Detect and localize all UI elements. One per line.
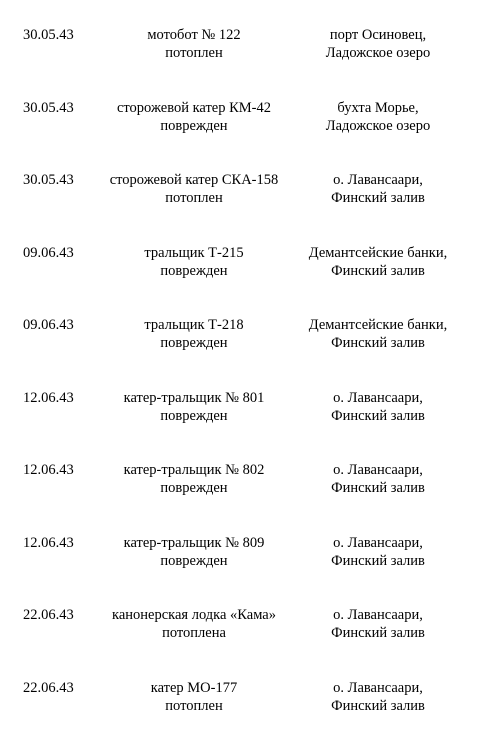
row-place-cell	[290, 534, 466, 570]
row-place-cell	[290, 316, 466, 352]
row-date: 30.05.43	[23, 99, 83, 117]
row-vessel-cell	[84, 26, 304, 62]
row-date: 30.05.43	[23, 171, 83, 189]
vessel-name: сторожевой катер КМ-42	[84, 99, 304, 117]
row-vessel-cell	[84, 244, 304, 280]
vessel-status: потоплен	[84, 697, 304, 715]
row-place-cell	[290, 606, 466, 642]
vessel-status: потоплен	[84, 44, 304, 62]
row-vessel-cell	[84, 461, 304, 497]
vessel-status: поврежден	[84, 552, 304, 570]
row-place-cell	[290, 26, 466, 62]
row-vessel-cell	[84, 316, 304, 352]
row-vessel-cell	[84, 171, 304, 207]
vessel-name: тральщик Т-215	[84, 244, 304, 262]
row-date: 30.05.43	[23, 26, 83, 44]
row-date: 22.06.43	[23, 606, 83, 624]
place-line2: Финский залив	[290, 624, 466, 642]
place-line2: Финский залив	[290, 262, 466, 280]
place-line1: порт Осиновец,	[290, 26, 466, 44]
place-line1: о. Лавансаари,	[290, 606, 466, 624]
vessel-name: катер-тральщик № 801	[84, 389, 304, 407]
row-vessel-cell	[84, 606, 304, 642]
place-line2: Ладожское озеро	[290, 117, 466, 135]
row-vessel-cell	[84, 679, 304, 715]
row-place-cell	[290, 171, 466, 207]
row-vessel-cell	[84, 99, 304, 135]
row-vessel-cell	[84, 389, 304, 425]
row-date: 12.06.43	[23, 389, 83, 407]
vessel-name: катер МО-177	[84, 679, 304, 697]
place-line1: бухта Морье,	[290, 99, 466, 117]
vessel-status: потоплена	[84, 624, 304, 642]
vessel-name: канонерская лодка «Кама»	[84, 606, 304, 624]
table-row	[0, 244, 484, 317]
place-line2: Финский залив	[290, 189, 466, 207]
table-row	[0, 171, 484, 244]
row-date: 22.06.43	[23, 679, 83, 697]
place-line1: о. Лавансаари,	[290, 389, 466, 407]
row-place-cell	[290, 99, 466, 135]
vessel-name: катер-тральщик № 802	[84, 461, 304, 479]
row-vessel-cell	[84, 534, 304, 570]
row-place-cell	[290, 679, 466, 715]
table-row	[0, 99, 484, 172]
row-place-cell	[290, 389, 466, 425]
place-line1: Демантсейские банки,	[290, 316, 466, 334]
place-line2: Финский залив	[290, 479, 466, 497]
vessel-name: сторожевой катер СКА-158	[84, 171, 304, 189]
table-row	[0, 534, 484, 607]
vessel-status: поврежден	[84, 262, 304, 280]
place-line2: Финский залив	[290, 697, 466, 715]
losses-table	[0, 26, 484, 751]
place-line1: о. Лавансаари,	[290, 679, 466, 697]
vessel-status: поврежден	[84, 334, 304, 352]
table-row	[0, 316, 484, 389]
place-line2: Финский залив	[290, 552, 466, 570]
row-date: 12.06.43	[23, 461, 83, 479]
row-date: 09.06.43	[23, 244, 83, 262]
table-row	[0, 679, 484, 751]
table-row	[0, 389, 484, 462]
place-line2: Финский залив	[290, 407, 466, 425]
place-line2: Ладожское озеро	[290, 44, 466, 62]
table-row	[0, 461, 484, 534]
vessel-name: тральщик Т-218	[84, 316, 304, 334]
vessel-status: поврежден	[84, 479, 304, 497]
row-place-cell	[290, 461, 466, 497]
place-line1: о. Лавансаари,	[290, 534, 466, 552]
vessel-status: поврежден	[84, 407, 304, 425]
vessel-name: мотобот № 122	[84, 26, 304, 44]
vessel-name: катер-тральщик № 809	[84, 534, 304, 552]
place-line1: о. Лавансаари,	[290, 171, 466, 189]
vessel-status: потоплен	[84, 189, 304, 207]
vessel-status: поврежден	[84, 117, 304, 135]
table-row	[0, 606, 484, 679]
row-place-cell	[290, 244, 466, 280]
place-line2: Финский залив	[290, 334, 466, 352]
place-line1: о. Лавансаари,	[290, 461, 466, 479]
place-line1: Демантсейские банки,	[290, 244, 466, 262]
table-row	[0, 26, 484, 99]
row-date: 09.06.43	[23, 316, 83, 334]
row-date: 12.06.43	[23, 534, 83, 552]
